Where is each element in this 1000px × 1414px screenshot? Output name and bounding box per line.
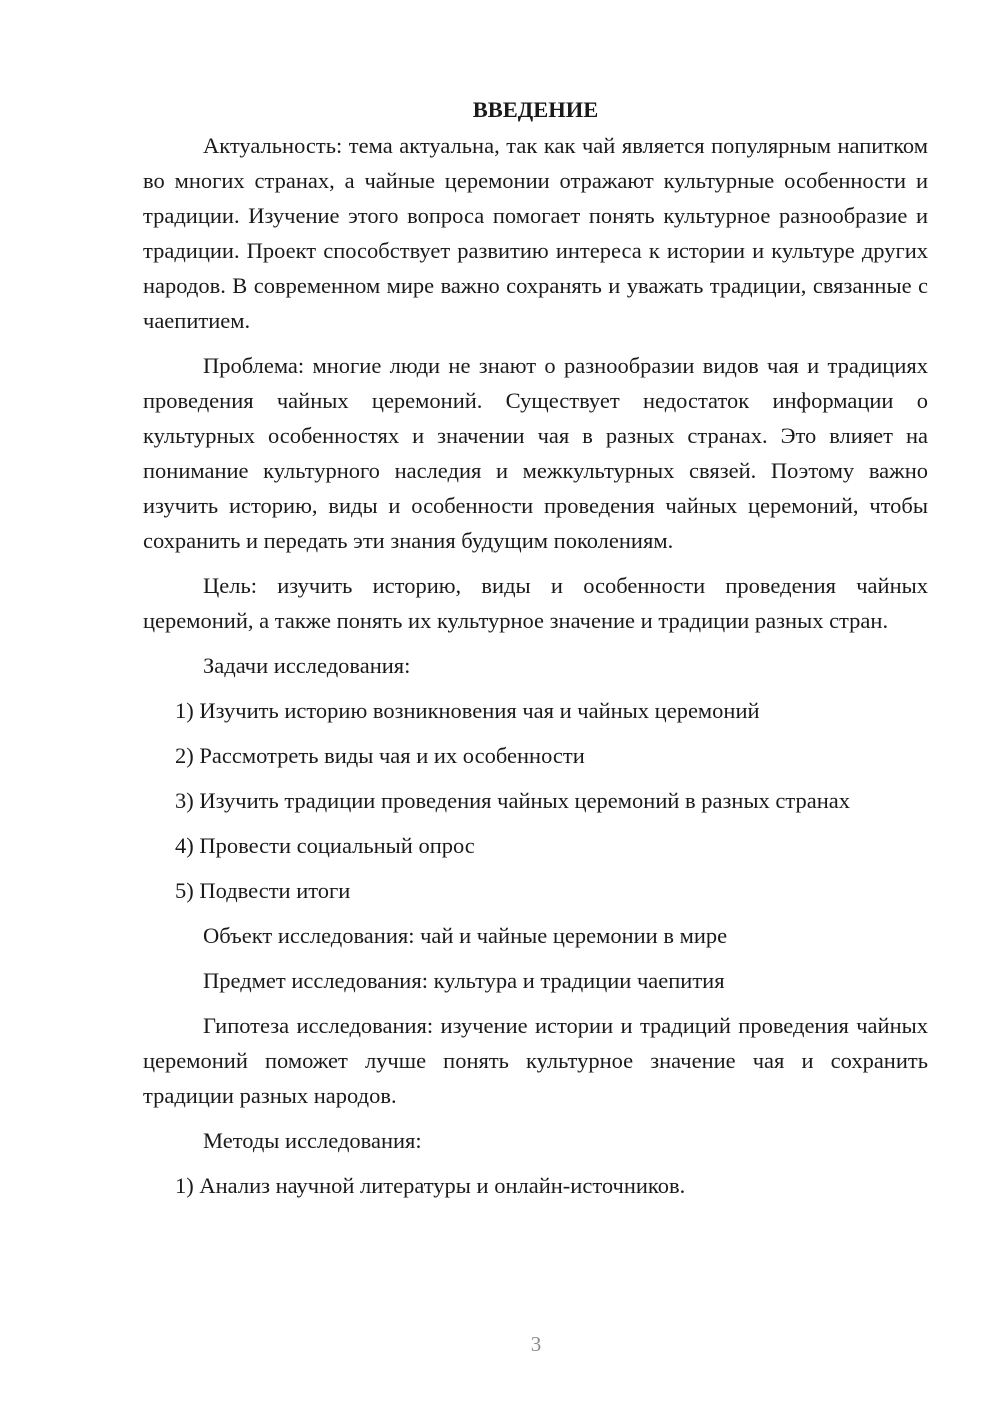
tasks-title: Задачи исследования: — [203, 653, 411, 678]
relevance-paragraph: Актуальность: тема актуальна, так как чай является популярным напитком во многих странах, а чайные церемонии отражают культурные особенности и традиции. Изучение этого вопроса помогает понять культурное разнообразие и традиции. Проект способствует развитию интереса к истории и культуре других народов. В современном мире важно сохранять и уважать традиции, связанные с чаепитием. — [143, 133, 928, 333]
document-page — [143, 92, 928, 1213]
problem-paragraph: Проблема: многие люди не знают о разнообразии видов чая и традициях проведения чайных церемоний. Существует недостаток информации о культурных особенностях и значении чая в разных странах. Это влияет на понимание культурного наследия и межкультурных связей. Поэтому важно изучить историю, виды и особенности проведения чайных церемоний, чтобы сохранить и передать эти знания будущим поколениям. — [143, 353, 928, 553]
document-heading: ВВЕДЕНИЕ — [472, 97, 599, 122]
task-item: 1) Изучить историю возникновения чая и чайных церемоний — [175, 698, 760, 723]
task-item: 3) Изучить традиции проведения чайных церемоний в разных странах — [175, 788, 851, 813]
goal-paragraph: Цель: изучить историю, виды и особенности проведения чайных церемоний, а также понять их культурное значение и традиции разных стран. — [143, 573, 928, 633]
task-item: 2) Рассмотреть виды чая и их особенности — [175, 743, 585, 768]
research-subject: Предмет исследования: культура и традиции чаепития — [203, 968, 725, 993]
methods-title: Методы исследования: — [203, 1128, 422, 1153]
hypothesis-paragraph: Гипотеза исследования: изучение истории и традиций проведения чайных церемоний поможет лучше понять культурное значение чая и сохранить традиции разных народов. — [143, 1013, 928, 1108]
task-item: 4) Провести социальный опрос — [175, 833, 475, 858]
method-item: 1) Анализ научной литературы и онлайн-источников. — [175, 1173, 686, 1198]
task-item: 5) Подвести итоги — [175, 878, 351, 903]
research-object: Объект исследования: чай и чайные церемонии в мире — [203, 923, 728, 948]
page-number: 3 — [530, 1332, 542, 1356]
